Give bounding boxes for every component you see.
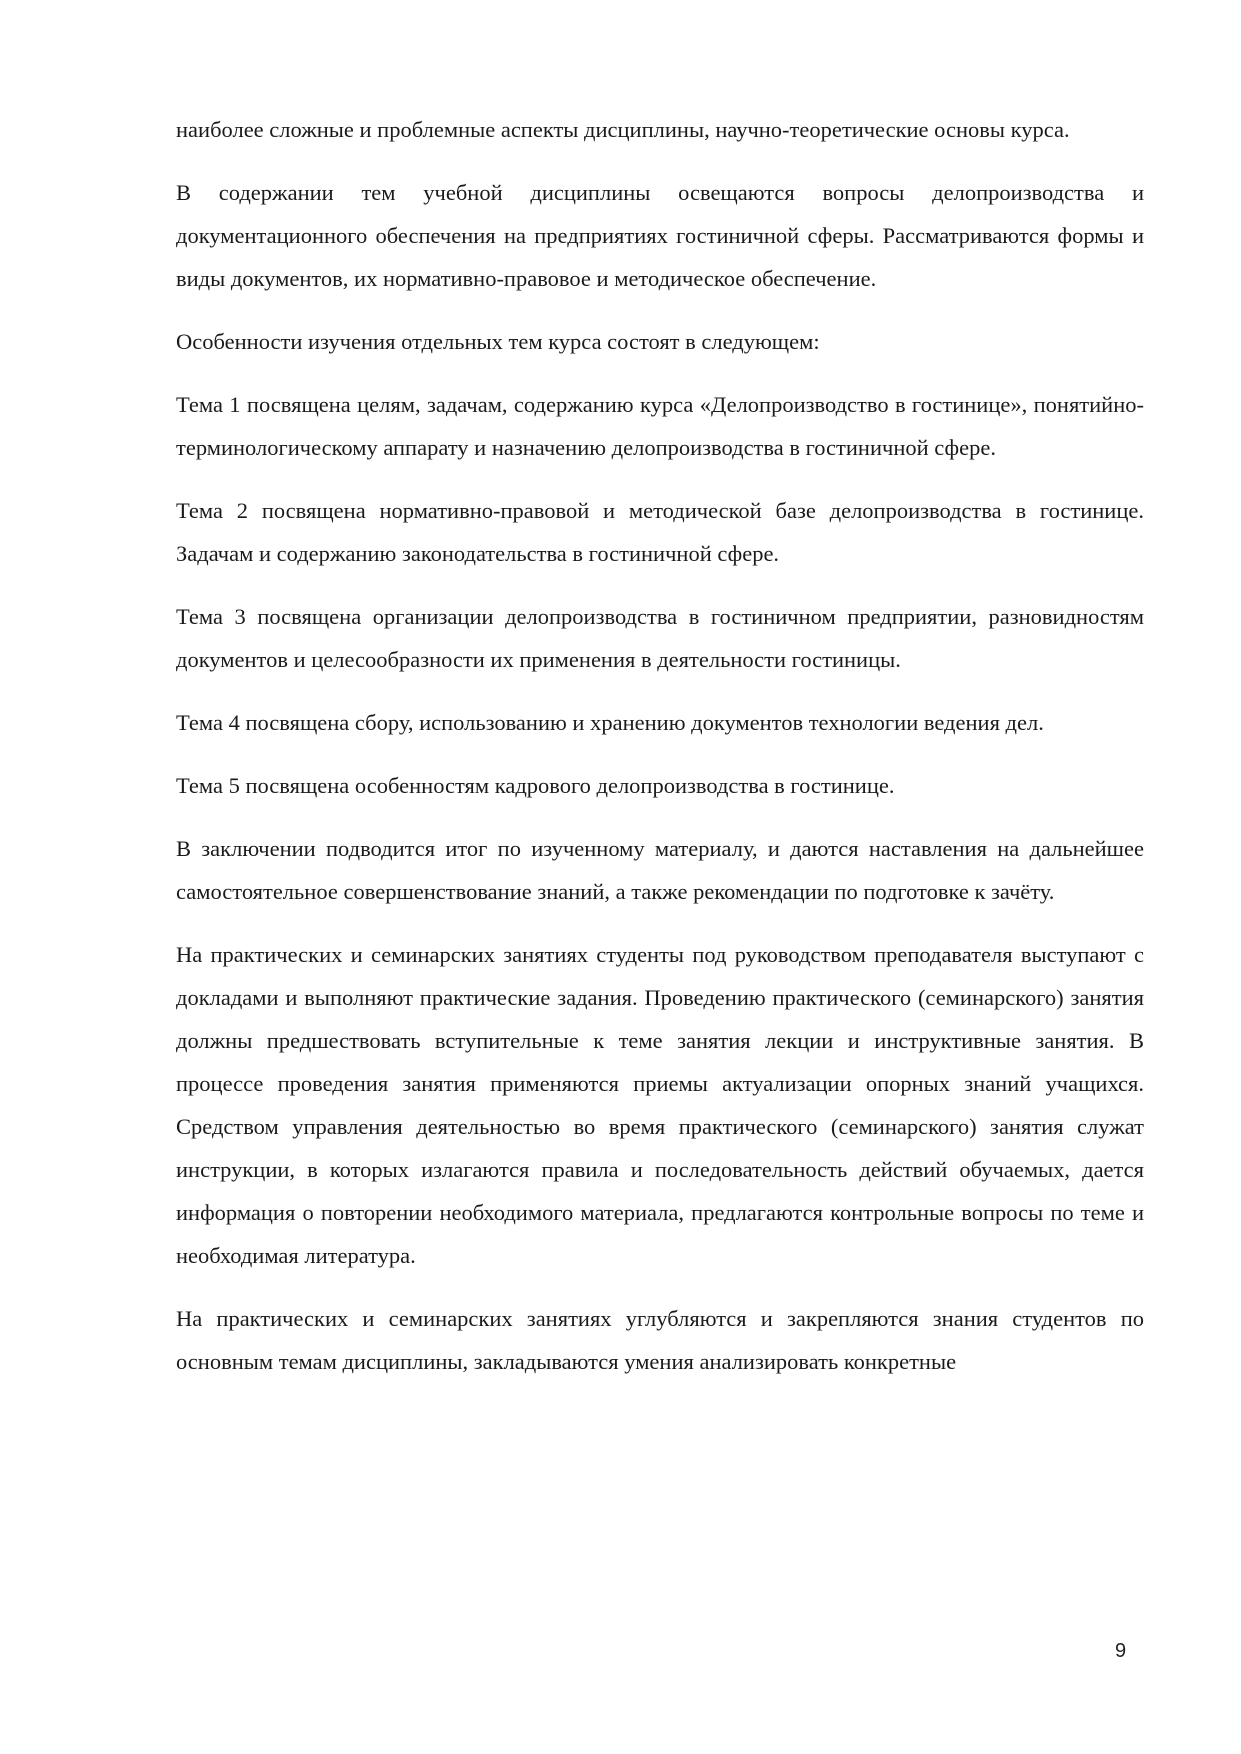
paragraph-seminar-classes: На практических и семинарских занятиях углубляются и закрепляются знания студентов по основным темам дисциплины, закладываются умения анализировать конкретные xyxy=(176,1306,1144,1374)
paragraph-topic-3: Тема 3 посвящена организации делопроизводства в гостиничном предприятии, разновидностям документов и целесообразности их применения в деятельности гостиницы. xyxy=(176,604,1144,672)
paragraph-topic-5: Тема 5 посвящена особенностям кадрового делопроизводства в гостинице. xyxy=(176,773,895,798)
paragraph-topic-2: Тема 2 посвящена нормативно-правовой и методической базе делопроизводства в гостинице. Задачам и содержанию законодательства в гостиничной сфере. xyxy=(176,498,1144,566)
paragraph-intro-continuation: наиболее сложные и проблемные аспекты дисциплины, научно-теоретические основы курса. xyxy=(176,117,1070,142)
paragraph-topic-1: Тема 1 посвящена целям, задачам, содержанию курса «Делопроизводство в гостинице», понятийно-терминологическому аппарату и назначению делопроизводства в гостиничной сфере. xyxy=(176,392,1144,460)
paragraph-course-content: В содержании тем учебной дисциплины освещаются вопросы делопроизводства и документационного обеспечения на предприятиях гостиничной сферы. Рассматриваются формы и виды документов, их нормативно-правовое и методическое обеспечение. xyxy=(176,180,1144,291)
page-number: 9 xyxy=(1115,1640,1127,1662)
paragraph-topic-4: Тема 4 посвящена сбору, использованию и хранению документов технологии ведения дел. xyxy=(176,710,1044,735)
paragraph-conclusion: В заключении подводится итог по изученному материалу, и даются наставления на дальнейшее самостоятельное совершенствование знаний, а также рекомендации по подготовке к зачёту. xyxy=(176,836,1144,904)
paragraph-practical-classes: На практических и семинарских занятиях студенты под руководством преподавателя выступают с докладами и выполняют практические задания. Проведению практического (семинарского) занятия должны предшествовать вступительные к теме занятия лекции и инструктивные занятия. В процессе проведения занятия применяются приемы актуализации опорных знаний учащихся. Средством управления деятельностью во время практического (семинарского) занятия служат инструкции, в которых излагаются правила и последовательность действий обучаемых, дается информация о повторении необходимого материала, предлагаются контрольные вопросы по теме и необходимая литература. xyxy=(176,942,1144,1268)
page-body xyxy=(176,108,1144,1403)
paragraph-topics-intro: Особенности изучения отдельных тем курса состоят в следующем: xyxy=(176,329,820,354)
